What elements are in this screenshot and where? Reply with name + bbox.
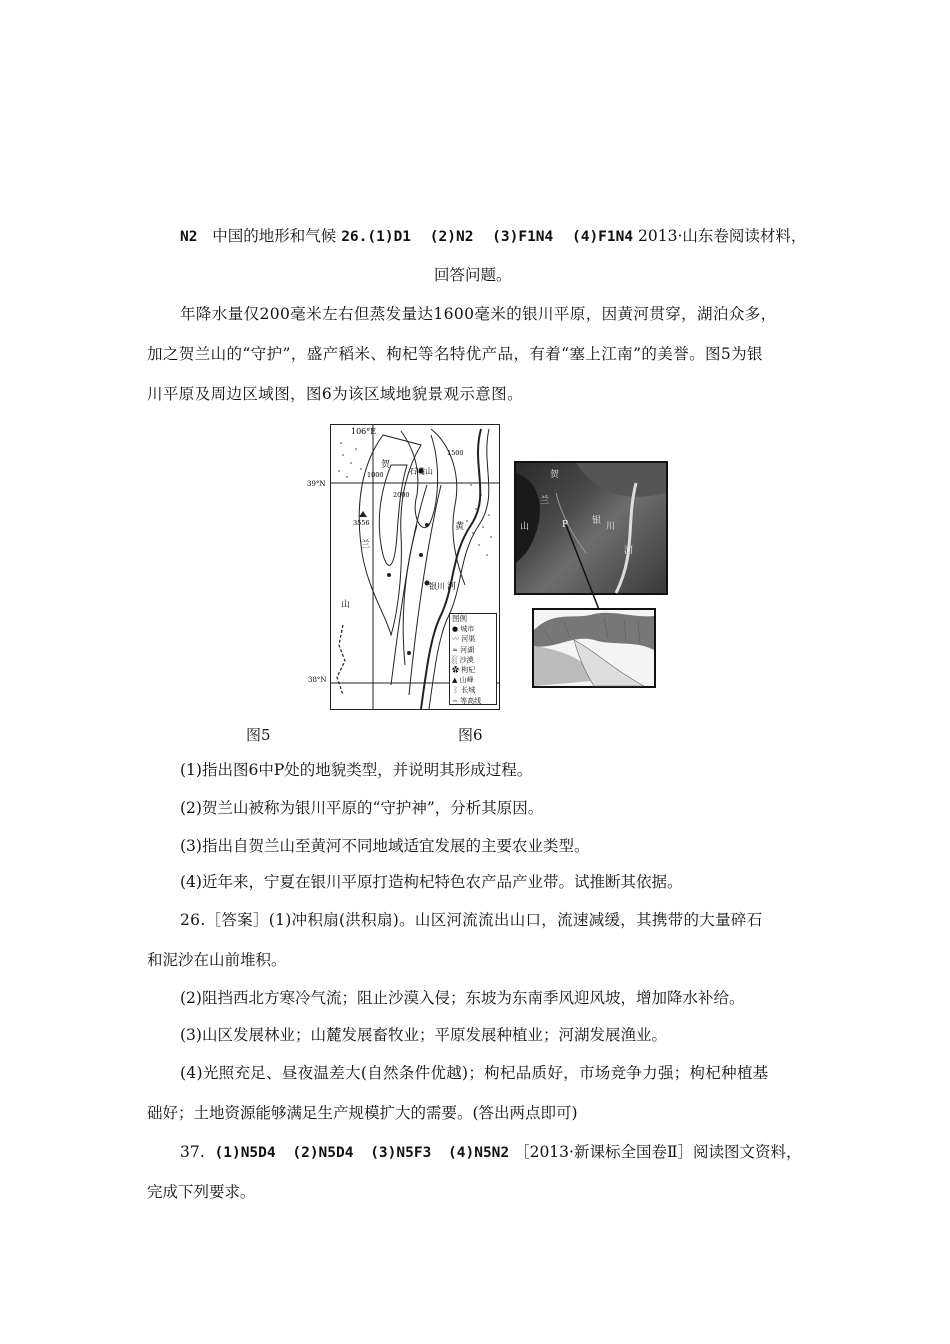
next-question-header: [180, 1142, 802, 1163]
contour-label-1000: 1000: [367, 471, 384, 479]
question-2: (2)贺兰山被称为银川平原的“守护神”，分析其原因。: [180, 799, 544, 817]
next-question-source: ［2013·新课标全国卷Ⅱ］阅读图文资料，: [514, 1143, 802, 1161]
passage-line-2: 加之贺兰山的“守护”，盛产稻米、枸杞等名特优产品，有着“塞上江南”的美誉。图5为银: [147, 345, 763, 363]
legend-item-contour: ∽ 等高线: [452, 696, 482, 705]
figure-6-landform-sketch: [532, 608, 656, 688]
photo-label-shan: 山: [520, 522, 530, 532]
legend-item-city: ● 城市: [452, 625, 475, 634]
legend-item-peak: ▲ 山峰: [452, 676, 474, 685]
lon-label: 106°E: [351, 427, 377, 436]
next-question-codes: (1)N5D4 (2)N5D4 (3)N5F3 (4)N5N2: [214, 1145, 510, 1161]
answer-line-6: 础好；土地资源能够满足生产规模扩大的需要。(答出两点即可): [147, 1104, 578, 1122]
answer-line-4: (3)山区发展林业；山麓发展畜牧业；平原发展种植业；河湖发展渔业。: [180, 1026, 667, 1044]
answer-line-2: 和泥沙在山前堆积。: [147, 951, 287, 969]
legend-item-lake: ≈ 河湖: [452, 645, 475, 654]
photo-label-chuan: 川: [606, 522, 616, 532]
legend-item-wall: ⌇ 长城: [452, 686, 476, 695]
photo-label-p: P: [562, 520, 569, 530]
map-label-shizuishan: 石嘴山: [409, 467, 433, 476]
map-label-huang: 黄: [455, 522, 465, 532]
map-label-yinchuan: 银川: [429, 582, 445, 591]
figure-6-satellite: [514, 461, 668, 595]
legend-title: 图例: [452, 614, 467, 623]
answer-line-1: 26.［答案］(1)冲积扇(洪积扇)。山区河流流出山口，流速减缓，其携带的大量碎石: [180, 911, 763, 929]
legend-item-canal: 〰 河渠: [452, 635, 476, 644]
question-4: (4)近年来，宁夏在银川平原打造枸杞特色农产品产业带。试推断其依据。: [180, 873, 683, 891]
passage-line-3: 川平原及周边区域图，图6为该区域地貌景观示意图。: [147, 385, 523, 403]
photo-label-river: 河: [624, 546, 634, 556]
figure-5-caption: 图5: [246, 726, 271, 744]
question-codes: 26.(1)D1 (2)N2 (3)F1N4 (4)F1N4: [341, 229, 634, 245]
contour-label-1500: 1500: [447, 449, 464, 457]
photo-label-yin: 银: [592, 516, 602, 526]
section-title: 中国的地形和气候: [212, 227, 337, 245]
next-question-source-continued: 完成下列要求。: [147, 1183, 256, 1201]
peak-label: 3556: [353, 519, 370, 527]
map-legend: [449, 613, 497, 705]
figure-6-caption: 图6: [458, 726, 483, 744]
question-1: (1)指出图6中P处的地貌类型，并说明其形成过程。: [180, 761, 533, 779]
sketch-drawing: [534, 610, 654, 686]
question-3: (3)指出自贺兰山至黄河不同地域适宜发展的主要农业类型。: [180, 837, 590, 855]
lat-top-label: 39°N: [307, 480, 326, 488]
map-label-lan: 兰: [361, 540, 371, 550]
photo-label-lan: 兰: [540, 496, 550, 506]
passage-line-1: 年降水量仅200毫米左右但蒸发量达1600毫米的银川平原，因黄河贯穿，湖泊众多，: [180, 305, 777, 323]
answer-line-5: (4)光照充足、昼夜温差大(自然条件优越)；枸杞品质好，市场竞争力强；枸杞种植基: [180, 1064, 769, 1082]
lat-bottom-label: 38°N: [308, 676, 327, 684]
section-tag: N2: [180, 229, 198, 245]
legend-item-desert: ░ 沙漠: [452, 655, 474, 664]
question-source: 2013·山东卷阅读材料，: [638, 227, 807, 245]
contour-label-2000: 2000: [393, 491, 410, 499]
question-source-continued: 回答问题。: [434, 266, 512, 284]
map-label-shan: 山: [341, 600, 351, 610]
map-label-he: 贺: [381, 460, 391, 470]
next-question-number: 37.: [180, 1143, 205, 1161]
section-header: [180, 226, 806, 247]
photo-label-he: 贺: [550, 470, 560, 480]
answer-line-3: (2)阻挡西北方寒冷气流；阻止沙漠入侵；东坡为东南季风迎风坡，增加降水补给。: [180, 989, 745, 1007]
map-label-river: 河: [447, 582, 457, 592]
legend-item-gouqi: ✿ 枸杞: [452, 666, 476, 675]
satellite-drawing: [516, 463, 666, 593]
